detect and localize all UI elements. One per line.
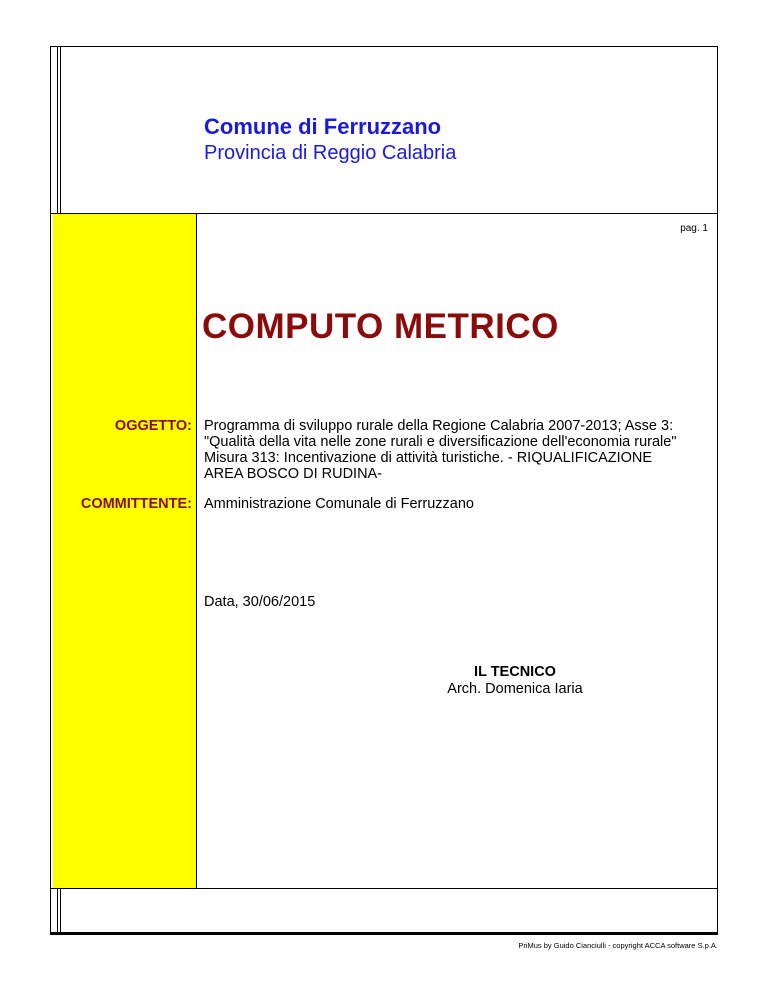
software-credit: PriMus by Guido Cianciulli - copyright ACCA software S.p.A.	[518, 941, 718, 950]
province-subtitle: Provincia di Reggio Calabria	[204, 142, 457, 164]
document-title: COMPUTO METRICO	[202, 307, 559, 346]
signature-name: Arch. Domenica Iaria	[447, 681, 583, 697]
municipality-title: Comune di Ferruzzano	[204, 114, 442, 139]
signature-role: IL TECNICO	[474, 664, 556, 680]
signature-block	[420, 664, 610, 698]
footer-divider	[50, 888, 718, 889]
document-date: Data, 30/06/2015	[204, 594, 316, 610]
committente-label: COMMITTENTE:	[80, 496, 192, 512]
committente-value: Amministrazione Comunale di Ferruzzano	[204, 496, 474, 512]
yellow-sidebar	[53, 214, 197, 888]
frame-bottom-border	[50, 932, 718, 935]
oggetto-label: OGGETTO:	[114, 418, 192, 434]
oggetto-value: Programma di sviluppo rurale della Regione Calabria 2007-2013; Asse 3: "Qualità della vita nelle zone rurali e diversificazione dell'economia rurale" Misura 313: Incentivazione di attività turistiche. - RIQUALIFICAZIONE AREA BOSCO DI RUDINA-	[204, 418, 677, 482]
page-number: pag. 1	[680, 223, 708, 234]
